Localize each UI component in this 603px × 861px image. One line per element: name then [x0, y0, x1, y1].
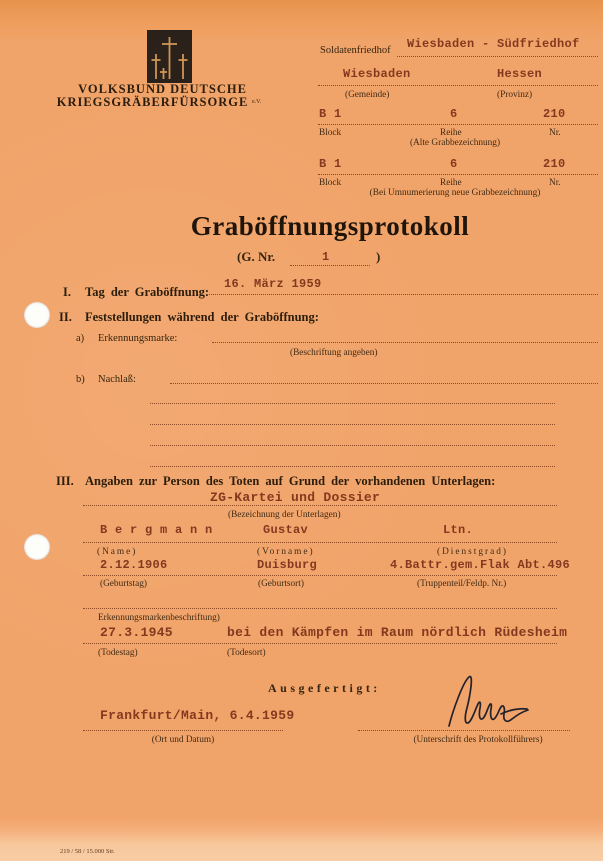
truppenteil-value: 4.Battr.gem.Flak Abt.496: [390, 558, 571, 572]
geburtstag-value: 2.12.1906: [100, 558, 168, 572]
name-value: B e r g m a n n: [100, 523, 213, 537]
item-a-line: [212, 342, 598, 343]
new-reihe-value: 6: [450, 157, 458, 171]
punch-hole-bottom: [24, 534, 50, 560]
gnr-close: ): [376, 249, 381, 264]
gnr-value: 1: [322, 250, 330, 264]
new-block-value: B 1: [319, 157, 342, 171]
section2-number: II.: [59, 310, 72, 324]
blank-line-1: [150, 403, 555, 404]
unterlagen-line: [83, 505, 557, 506]
new-block-label: Block: [319, 178, 342, 188]
geburtsort-value: Duisburg: [257, 558, 318, 572]
new-grave-note: (Bei Umnumerierung neue Grabbezeichnung): [369, 188, 541, 198]
old-nr-label: Nr.: [549, 128, 561, 138]
unterschrift-line: [358, 730, 570, 731]
todestag-value: 27.3.1945: [100, 625, 173, 640]
item-b-label: Nachlaß:: [98, 374, 136, 385]
section1-label: Tag der Graböffnung:: [85, 285, 210, 299]
item-a-number: a): [76, 333, 85, 344]
friedhof-value: Wiesbaden - Südfriedhof: [407, 37, 580, 51]
item-a-label: Erkennungsmarke:: [98, 333, 178, 344]
provinz-label: (Provinz): [497, 90, 533, 100]
new-grave-line: [318, 174, 598, 175]
vorname-value: Gustav: [263, 523, 309, 537]
old-reihe-label: Reihe: [440, 128, 462, 138]
five-crosses-icon: [147, 30, 192, 83]
vorname-label: (Vorname): [257, 547, 315, 557]
gemeinde-value: Wiesbaden: [343, 67, 411, 81]
org-name-line2: KRIEGSGRÄBERFÜRSORGE: [56, 95, 249, 109]
blank-line-4: [150, 466, 555, 467]
tod-line: [83, 643, 557, 644]
old-grave-line: [318, 124, 598, 125]
org-name-suffix: e.V.: [252, 99, 262, 105]
item-b-number: b): [76, 374, 85, 385]
gemeinde-label: (Gemeinde): [345, 90, 390, 100]
signature: [443, 670, 533, 737]
gnr-label: (G. Nr.: [237, 249, 276, 264]
unterschrift-label: (Unterschrift des Protokollführers): [413, 735, 543, 745]
todestag-label: (Todestag): [98, 648, 138, 658]
blank-line-3: [150, 445, 555, 446]
geburtstag-label: (Geburtstag): [100, 579, 147, 589]
volksbund-logo: [147, 30, 192, 83]
ort-datum-value: Frankfurt/Main, 6.4.1959: [100, 708, 295, 723]
print-code: 219 / 58 / 15.000 Str.: [60, 848, 115, 855]
erkennungsmarke-line: [83, 608, 557, 609]
new-reihe-label: Reihe: [440, 178, 462, 188]
dienstgrad-label: (Dienstgrad): [437, 547, 508, 557]
old-reihe-value: 6: [450, 107, 458, 121]
old-block-value: B 1: [319, 107, 342, 121]
friedhof-line: [397, 56, 598, 57]
friedhof-label: Soldatenfriedhof: [320, 45, 391, 56]
ausgefertigt-label: Ausgefertigt:: [268, 681, 381, 695]
page-title: Graböffnungsprotokoll: [190, 211, 470, 241]
section3-number: III.: [56, 474, 74, 488]
old-grave-note: (Alte Grabbezeichnung): [409, 138, 501, 148]
punch-hole-top: [24, 302, 50, 328]
name-label: (Name): [97, 547, 138, 557]
item-a-note: (Beschriftung angeben): [290, 348, 378, 358]
section2-label: Feststellungen während der Graböffnung:: [85, 310, 319, 324]
org-name-line1: VOLKSBUND DEUTSCHE: [78, 82, 247, 96]
gemeinde-provinz-line: [318, 85, 598, 86]
ort-datum-line: [83, 730, 283, 731]
ort-datum-label: (Ort und Datum): [151, 735, 215, 745]
signature-scrawl: [443, 670, 533, 732]
dienstgrad-value: Ltn.: [443, 523, 474, 537]
new-nr-label: Nr.: [549, 178, 561, 188]
section1-number: I.: [63, 285, 71, 299]
section1-line: [207, 294, 598, 295]
blank-line-2: [150, 424, 555, 425]
section1-value: 16. März 1959: [224, 277, 322, 291]
truppenteil-label: (Truppenteil/Feldp. Nr.): [417, 579, 507, 589]
todesort-label: (Todesort): [227, 648, 266, 658]
new-nr-value: 210: [543, 157, 566, 171]
geburt-line: [83, 575, 557, 576]
old-block-label: Block: [319, 128, 342, 138]
gnr-line: [290, 265, 370, 266]
geburtsort-label: (Geburtsort): [258, 579, 304, 589]
erkennungsmarke-label: Erkennungsmarkenbeschriftung): [98, 613, 220, 623]
unterlagen-label: (Bezeichnung der Unterlagen): [228, 510, 341, 520]
section3-label: Angaben zur Person des Toten auf Grund der vorhandenen Unterlagen:: [85, 474, 496, 488]
name-line: [83, 542, 557, 543]
old-nr-value: 210: [543, 107, 566, 121]
unterlagen-value: ZG-Kartei und Dossier: [210, 490, 381, 505]
item-b-line: [170, 383, 598, 384]
provinz-value: Hessen: [497, 67, 543, 81]
todesort-value: bei den Kämpfen im Raum nördlich Rüdesheim: [227, 625, 568, 640]
